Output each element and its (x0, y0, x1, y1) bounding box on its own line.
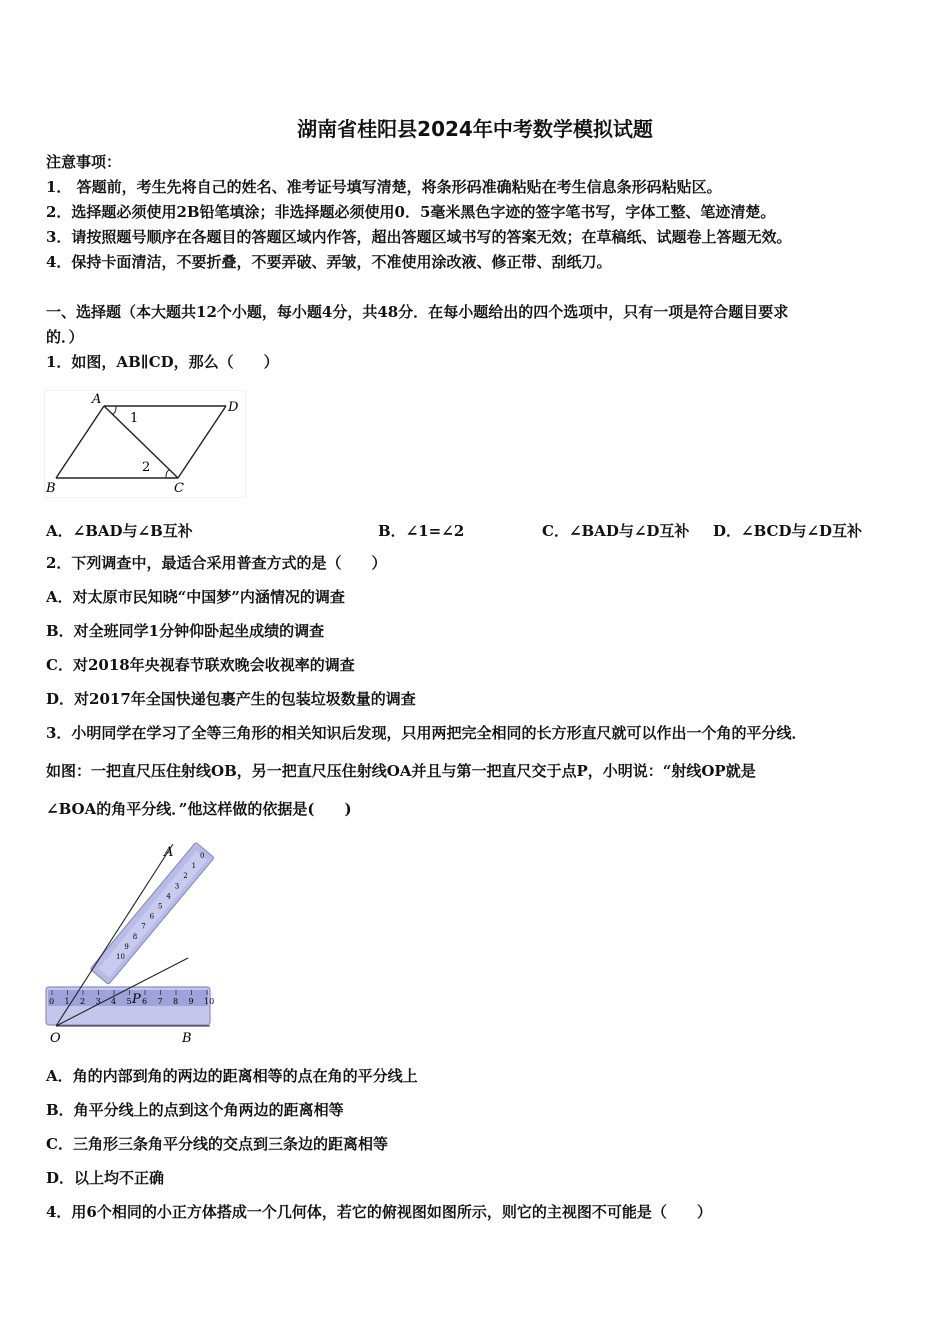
question-3-stem: 3．小明同学在学习了全等三角形的相关知识后发现，只用两把完全相同的长方形直尺就可以作出一个角的平分线． (46, 724, 807, 742)
ruler-tick-label: 7 (157, 997, 163, 1006)
notice-heading: 注意事项： (46, 153, 122, 171)
label-angle-2: 2 (142, 460, 151, 475)
q2-option: B．对全班同学1分钟仰卧起坐成绩的调查 (46, 622, 325, 640)
question-3-figure (40, 840, 230, 1050)
q1-option-c: C．∠BAD与∠D互补 (542, 522, 690, 540)
ruler-tick-label: 1 (191, 862, 197, 871)
q3-option: A．角的内部到角的两边的距离相等的点在角的平分线上 (46, 1067, 418, 1085)
notice-item: 4．保持卡面清洁，不要折叠，不要弄破、弄皱，不准使用涂改液、修正带、刮纸刀。 (46, 253, 612, 271)
question-3-stem-cont: 如图：一把直尺压住射线OB，另一把直尺压住射线OA并且与第一把直尺交于点P，小明说：“射线OP就是 (46, 762, 756, 780)
ruler-tick-label: 6 (142, 997, 148, 1006)
question-4-stem: 4．用6个相同的小正方体搭成一个几何体，若它的俯视图如图所示，则它的主视图不可能是（ ） (46, 1203, 712, 1221)
ruler-tick-label: 8 (173, 997, 179, 1006)
ruler-tick-label: 4 (166, 892, 171, 901)
label-p: P (132, 992, 141, 1007)
label-b: B (46, 481, 56, 496)
q3-option: C．三角形三条角平分线的交点到三条边的距离相等 (46, 1135, 388, 1153)
question-2-stem: 2．下列调查中，最适合采用普查方式的是（ ） (46, 554, 387, 572)
label-b: B (182, 1031, 192, 1046)
ruler-tick-label: 9 (188, 997, 194, 1006)
ruler-tick-label: 8 (132, 932, 138, 941)
question-3-stem-cont: ∠BOA的角平分线．”他这样做的依据是( ) (46, 800, 352, 818)
ruler-tick-label: 10 (116, 953, 125, 961)
question-1-stem: 1．如图，AB∥CD，那么（ ） (46, 353, 279, 371)
label-angle-1: 1 (130, 411, 139, 426)
q2-option: A．对太原市民知晓“中国梦”内涵情况的调查 (46, 588, 345, 606)
notice-item: 2．选择题必须使用2B铅笔填涂；非选择题必须使用0．5毫米黑色字迹的签字笔书写，字体工整、笔迹清楚。 (46, 203, 776, 221)
label-d: D (228, 400, 239, 415)
ruler-tick-label: 7 (141, 922, 146, 931)
q1-option-b: B．∠1=∠2 (378, 522, 465, 540)
ruler-tick-label: 2 (80, 997, 86, 1006)
q2-option: D．对2017年全国快递包裹产生的包装垃圾数量的调查 (46, 690, 416, 708)
q3-option: B．角平分线上的点到这个角两边的距离相等 (46, 1101, 344, 1119)
ruler-tick-label: 3 (95, 997, 101, 1006)
ruler-tick-label: 9 (124, 942, 129, 951)
label-c: C (174, 481, 184, 496)
label-o: O (50, 1031, 61, 1046)
q2-option: C．对2018年央视春节联欢晚会收视率的调查 (46, 656, 355, 674)
section-heading-cont: 的．） (46, 328, 84, 346)
ruler-tick-label: 5 (158, 902, 163, 911)
ruler-tick-label: 1 (64, 997, 70, 1006)
section-heading: 一、选择题（本大题共12个小题，每小题4分，共48分．在每小题给出的四个选项中，只有一项是符合题目要求 (46, 303, 789, 321)
ruler-tick-label: 2 (183, 872, 188, 881)
notice-item: 1． 答题前，考生先将自己的姓名、准考证号填写清楚，将条形码准确粘贴在考生信息条形码粘贴区。 (46, 178, 722, 196)
page-title: 湖南省桂阳县2024年中考数学模拟试题 (297, 117, 653, 141)
ruler-tick-label: 0 (200, 852, 205, 860)
q3-option: D．以上均不正确 (46, 1169, 165, 1187)
q1-option-d: D．∠BCD与∠D互补 (713, 522, 863, 540)
notice-item: 3．请按照题号顺序在各题目的答题区域内作答，超出答题区域书写的答案无效；在草稿纸、试题卷上答题无效。 (46, 228, 792, 246)
ruler-tick-label: 3 (174, 882, 180, 891)
question-1-figure (44, 390, 246, 498)
ruler-tick-label: 4 (111, 997, 117, 1006)
ruler-tick-label: 10 (204, 997, 215, 1006)
label-a: A (92, 392, 102, 407)
ruler-tick-label: 0 (49, 997, 55, 1006)
ruler-tick-label: 6 (149, 912, 155, 921)
label-a: A (164, 845, 174, 860)
q1-option-a: A．∠BAD与∠B互补 (46, 522, 193, 540)
ruler-tick-label: 5 (126, 997, 132, 1006)
